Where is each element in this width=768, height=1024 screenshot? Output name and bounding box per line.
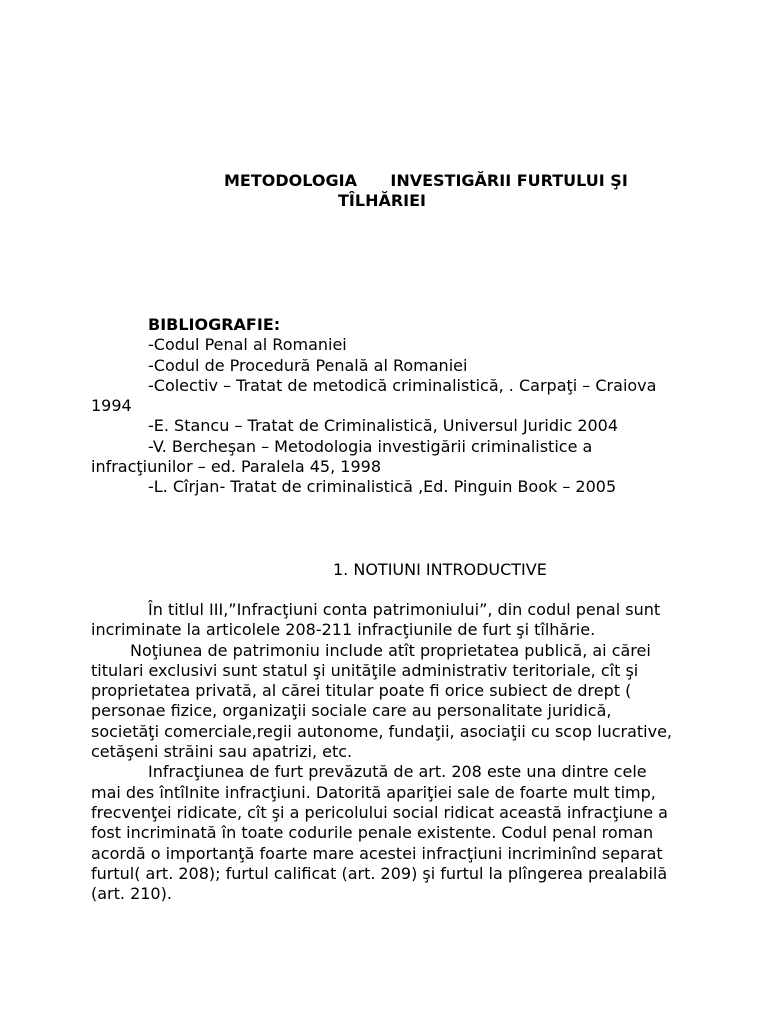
bibliography-item: -Codul Penal al Romaniei: [148, 335, 347, 355]
bibliography-item: -Codul de Procedură Penală al Romaniei: [148, 355, 468, 375]
bibliography-item: -E. Stancu – Tratat de Criminalistică, Universul Juridic 2004: [148, 416, 619, 436]
bibliography-item: -V. Bercheşan – Metodologia investigării criminalistice a infracţiunilor – ed. Paralela 45, 1998: [91, 436, 593, 477]
paragraph: Infracţiunea de furt prevăzută de art. 208 este una dintre cele mai des întîlnite infracţiuni. Datorită apariţiei sale de foarte mult timp, frecvenţei ridicate, cît şi a pericolului social ridicat această infracţiune a fost incriminată în toate codurile penale existente. Codul penal roman acordă o importanţă foarte mare acestei infracţiuni incriminînd separat furtul( art. 208); furtul calificat (art. 209) şi furtul la plîngerea prealabilă (art. 210).: [91, 762, 668, 904]
section-heading: 1. NOTIUNI INTRODUCTIVE: [333, 560, 547, 579]
section-body: [91, 600, 681, 904]
title-line-1: METODOLOGIA INVESTIGĂRII FURTULUI ŞI: [224, 171, 628, 190]
bibliography-section: [91, 315, 681, 498]
bibliography-item: -Colectiv – Tratat de metodică criminalistică, . Carpaţi – Craiova 1994: [91, 375, 657, 416]
bibliography-item: -L. Cîrjan- Tratat de criminalistică ,Ed. Pinguin Book – 2005: [148, 477, 617, 497]
title-line-2: TÎLHĂRIEI: [338, 191, 426, 210]
bibliography-heading: BIBLIOGRAFIE:: [148, 315, 281, 334]
document-title: [224, 171, 684, 211]
paragraph: Noţiunea de patrimoniu include atît proprietatea publică, ai cărei titulari exclusivi sunt statul şi unităţile administrativ teritoriale, cît şi proprietatea privată, al cărei titular poate fi orice subiect de drept ( personae fizice, organizaţii sociale care au personalitate juridică, societăţi comerciale,regii autonome, fundaţii, asociaţii cu scop lucrative, cetăşeni străini sau apatrizi, etc.: [91, 640, 673, 762]
paragraph: În titlul III,”Infracţiuni conta patrimoniului”, din codul penal sunt incriminate la articolele 208-211 infracţiunile de furt şi tîlhărie.: [91, 600, 661, 640]
